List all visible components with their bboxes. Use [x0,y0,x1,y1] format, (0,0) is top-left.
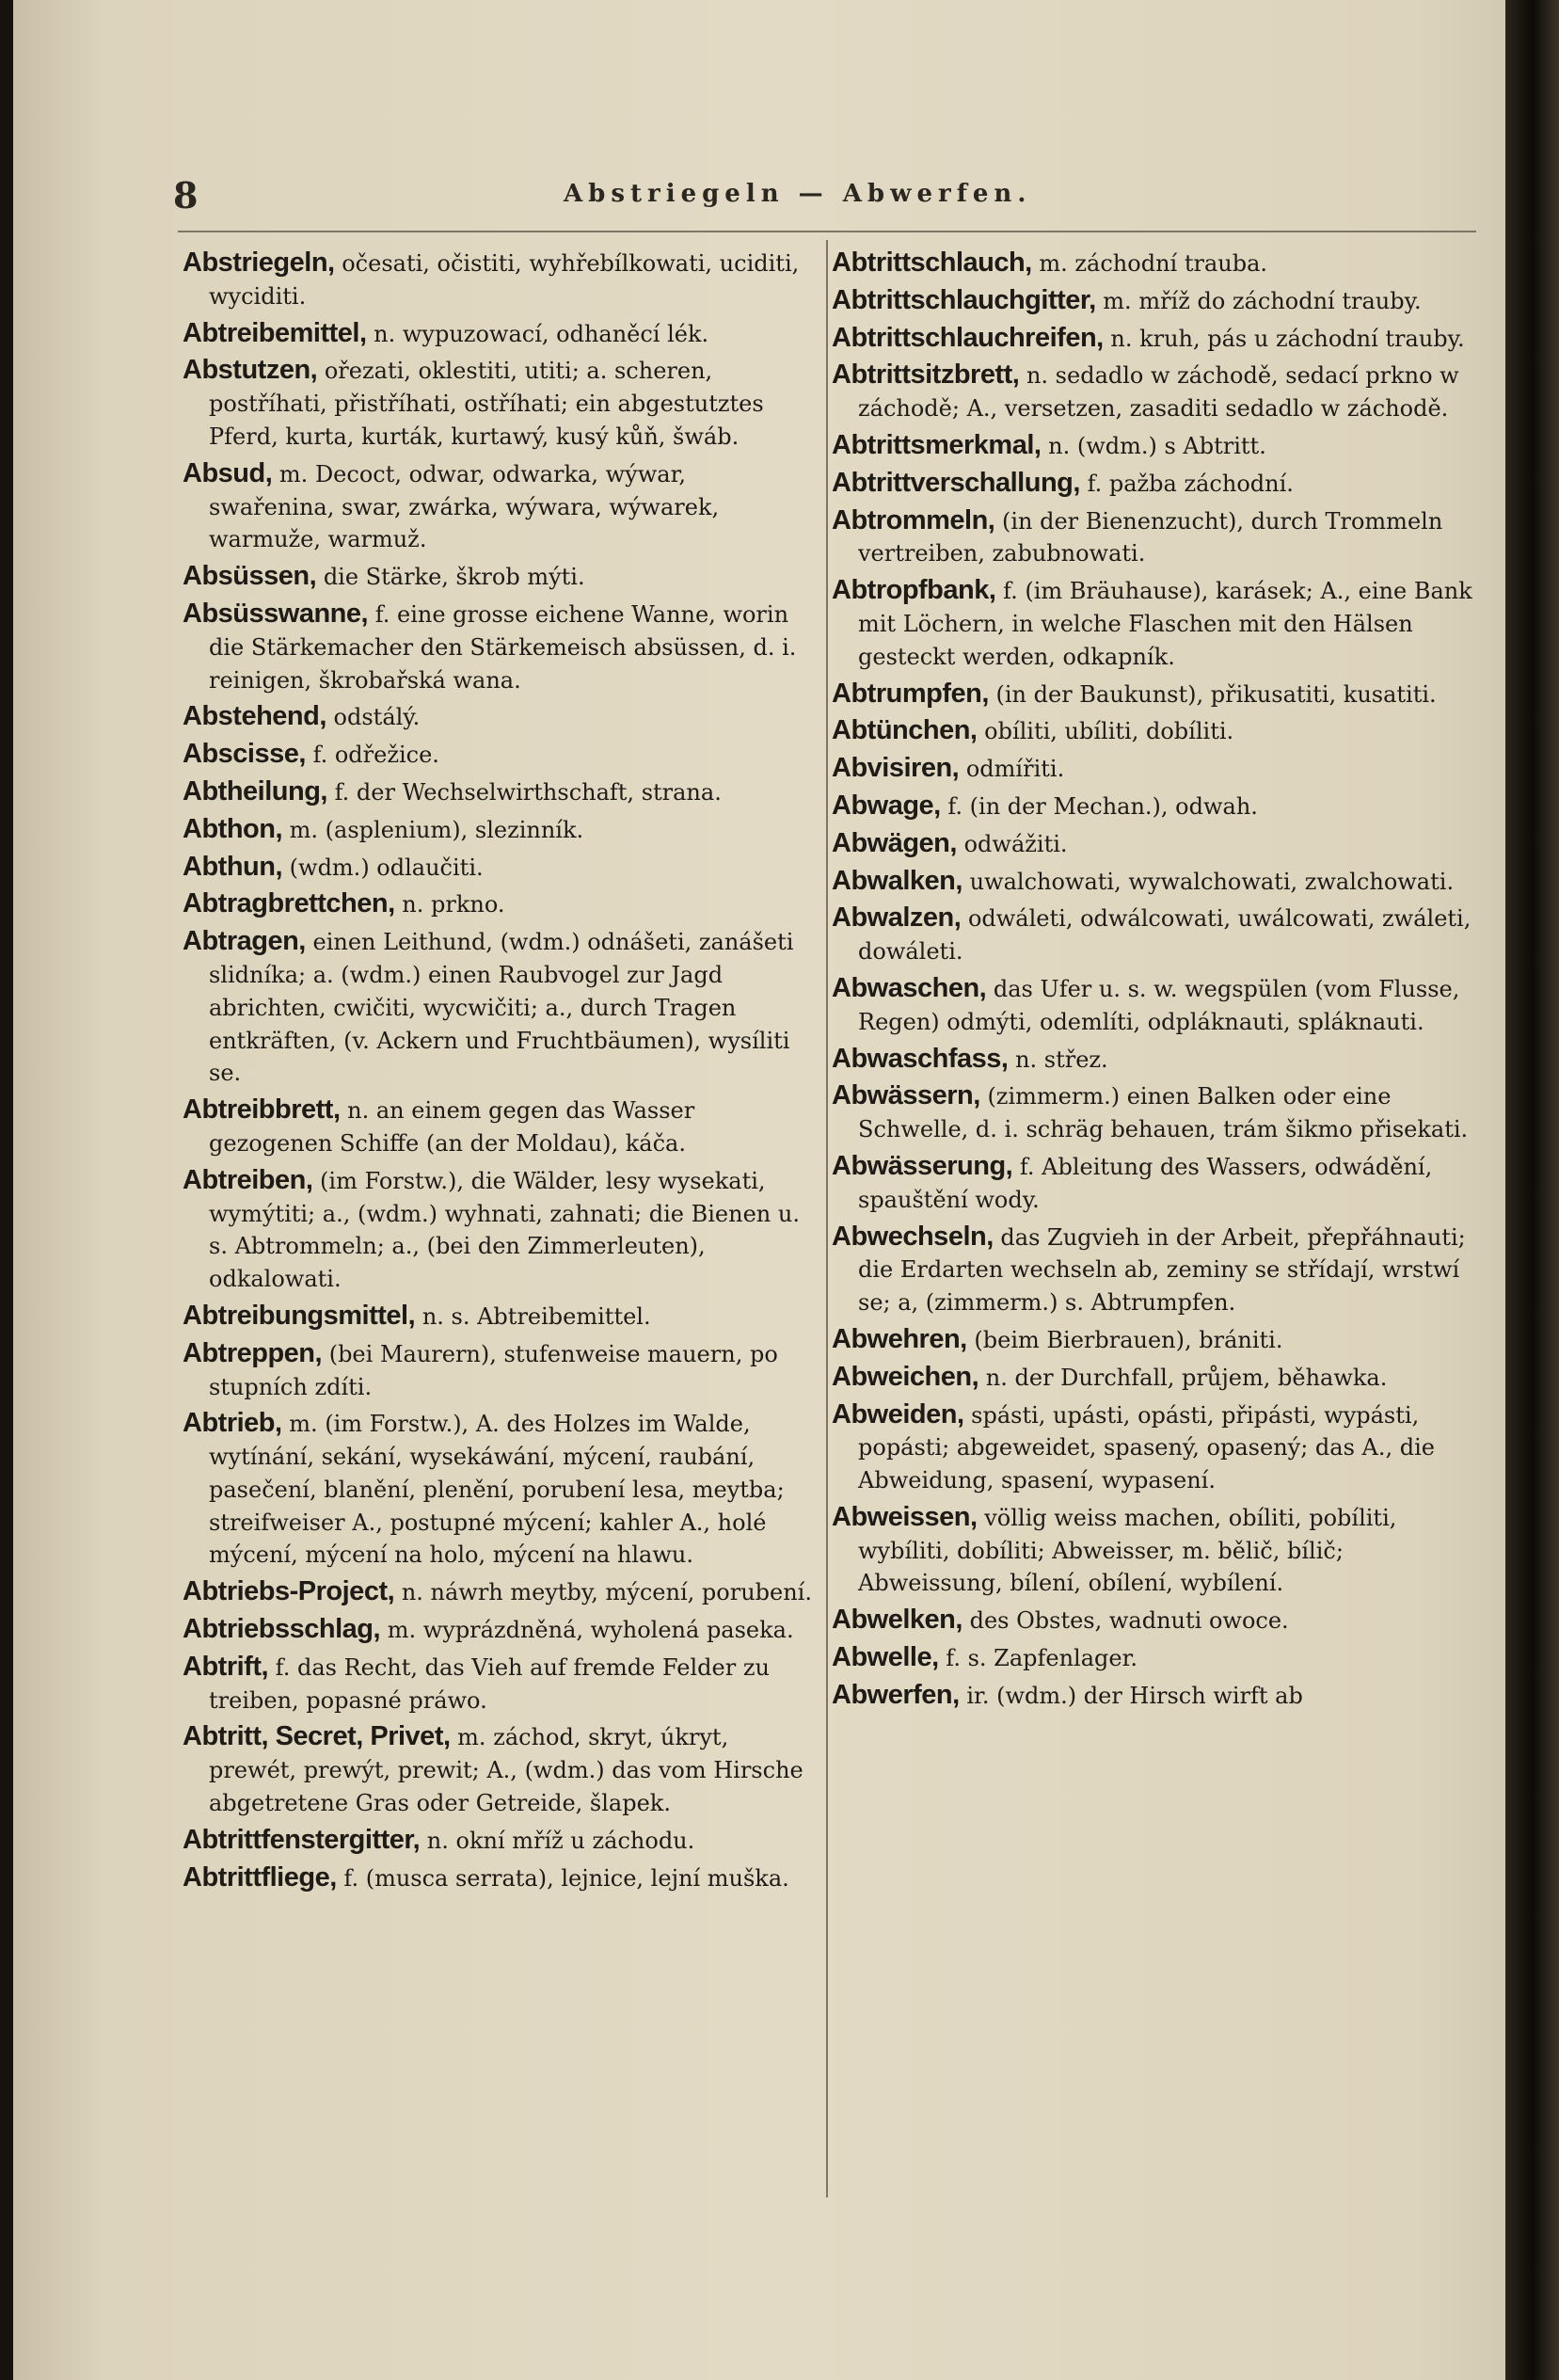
dictionary-entry [183,317,815,351]
definition: uwalchowati, wywalchowati, zwalchowati. [969,868,1455,895]
dictionary-entry [832,247,1481,280]
dictionary-entry [832,284,1481,318]
definition: (im Forstw.), die Wälder, lesy wysekati, wymýtiti; a., (wdm.) wyhnati, zahnati; die Bienen u. s. Abtrommeln; a., (bei den Zimmerleuten), odkalowati. [209,1167,800,1293]
column-divider [826,240,828,2197]
headword: Abwehren, [832,1323,967,1354]
definition: f. Ableitung des Wassers, odwádění, spauštění wody. [858,1153,1433,1213]
definition: des Obstes, wadnuti owoce. [969,1607,1289,1635]
dictionary-entry [832,574,1481,673]
definition: die Stärke, škrob mýti. [323,564,585,591]
headword: Abtheilung, [183,775,327,807]
dictionary-entry [183,1575,815,1609]
dictionary-entry [832,359,1481,425]
headword: Abwaschen, [832,972,987,1003]
headword: Abwage, [832,790,941,821]
headword: Abtrittschlauchgitter, [832,284,1096,315]
definition: f. s. Zapfenlager. [946,1645,1138,1672]
definition: m. wyprázdněná, wyholená paseka. [387,1617,794,1644]
dictionary-entry [183,887,815,921]
definition: n. der Durchfall, průjem, běhawka. [985,1364,1388,1391]
headword: Absüssen, [183,561,317,592]
dictionary-entry [183,1651,815,1717]
dictionary-entry [183,598,815,696]
dictionary-entry [183,1613,815,1647]
definition: f. (in der Mechan.), odwah. [947,792,1258,820]
headword: Abtrittfenstergitter, [183,1824,421,1855]
page-number: 8 [173,174,199,216]
headword: Abtrittschlauch, [832,248,1032,278]
definition: odwáleti, odwálcowati, uwálcowati, zwáleti, dowáleti. [858,905,1472,966]
dictionary-entry [832,678,1481,711]
headword: Abtrommeln, [832,504,995,535]
headword: Abtrittverschallung, [832,467,1080,498]
headword: Abtriebsschlag, [183,1614,381,1645]
headword: Abweissen, [832,1501,978,1532]
dictionary-entry [183,560,815,594]
headword: Abvisiren, [832,753,960,784]
dictionary-entry [832,322,1481,356]
definition: obíliti, ubíliti, dobíliti. [984,718,1234,745]
definition: f. odřežice. [312,742,439,769]
headword: Abthun, [183,851,283,882]
definition: m. záchod, skryt, úkryt, prewét, prewýt, prewit; A., (wdm.) das vom Hirsche abgetretene Gras oder Getreide, šlapek. [209,1724,803,1817]
book-page [13,0,1535,2380]
dictionary-entry [832,1604,1481,1637]
definition: m. (im Forstw.), A. des Holzes im Walde, wytínání, sekání, wysekáwání, mýcení, raubání, pasečení, blanění, plenění, porubení lesa, meytba; streifweiser A., postupné mýcení; kahler A., holé mýcení, mýcení na holo, mýcení na hlawu. [209,1411,785,1569]
definition: odstálý. [333,704,421,731]
dictionary-entry [832,902,1481,968]
definition: ir. (wdm.) der Hirsch wirft ab [966,1682,1303,1709]
dictionary-entry [183,813,815,847]
headword: Abtreiben, [183,1164,313,1195]
definition: spásti, upásti, opásti, připásti, wypásti, popásti; abgeweidet, spasený, opasený; das A., die Abweidung, spasení, wypasení. [858,1401,1436,1494]
definition: odmířiti. [965,756,1065,783]
definition: f. das Recht, das Vieh auf fremde Felder zu treiben, popasné práwo. [209,1653,770,1714]
headword: Abwässern, [832,1080,980,1111]
dictionary-entry [832,972,1481,1039]
definition: f. (musca serrata), lejnice, lejní muška. [343,1864,789,1892]
definition: m. mříž do záchodní trauby. [1103,287,1422,314]
dictionary-entry [832,1150,1481,1217]
definition: f. eine grosse eichene Wanne, worin die Stärkemacher den Stärkemeisch absüssen, d. i. reinigen, škrobařská wana. [209,600,797,694]
left-column [183,247,815,1898]
headword: Abtrittfliege, [183,1861,337,1893]
headword: Abtreibungsmittel, [183,1300,416,1331]
dictionary-entry [832,1323,1481,1357]
headword: Abwaschfass, [832,1043,1009,1074]
headword: Abstutzen, [183,355,318,386]
headword: Abwelken, [832,1605,962,1636]
headword: Absüsswanne, [183,598,369,629]
definition: n. wypuzowací, odhaněcí lék. [374,320,709,347]
dictionary-entry [832,1679,1481,1713]
dictionary-entry [832,827,1481,861]
definition: m. Decoct, odwar, odwarka, wýwar, swařenina, swar, zwárka, wýwara, wýwarek, warmuže, warmuž. [209,460,720,553]
page-header [13,174,1535,216]
header-rule [178,231,1476,232]
dictionary-entry [832,714,1481,748]
dictionary-entry [832,504,1481,571]
dictionary-entry [183,1337,815,1404]
dictionary-entry [183,925,815,1090]
headword: Abwelle, [832,1642,939,1673]
headword: Abtünchen, [832,715,978,746]
definition: (in der Baukunst), přikusatiti, kusatiti. [995,680,1437,708]
definition: f. (im Bräuhause), karásek; A., eine Bank mit Löchern, in welche Flaschen mit den Hälsen gesteckt werden, odkapník. [858,578,1472,670]
definition: m. záchodní trauba. [1039,250,1268,277]
headword: Abstehend, [183,701,326,732]
headword: Abtropfbank, [832,575,996,606]
definition: (bei Maurern), stufenweise mauern, po stupních zdíti. [209,1340,778,1400]
headword: Abwägen, [832,827,957,858]
definition: očesati, očistiti, wyhřebílkowati, uciditi, wyciditi. [209,250,800,310]
headword: Abtrieb, [183,1408,282,1439]
definition: völlig weiss machen, obíliti, pobíliti, wybíliti, dobíliti; Abweisser, m. bělič, bílič; Abweissung, bílení, obílení, wybílení. [858,1504,1397,1597]
definition: ořezati, oklestiti, utiti; a. scheren, postříhati, přistříhati, ostříhati; ein abgestutztes Pferd, kurta, kurták, kurtawý, kusý kůň, šwáb. [209,358,764,450]
headword: Abweichen, [832,1361,979,1392]
headword: Abwalken, [832,865,962,896]
definition: f. pažba záchodní. [1087,470,1294,497]
dictionary-entry [183,738,815,772]
definition: n. s. Abtreibemittel. [422,1302,651,1330]
definition: (in der Bienenzucht), durch Trommeln vertreiben, zabubnowati. [858,507,1443,567]
headword: Abtrittsitzbrett, [832,359,1020,391]
dictionary-entry [832,1361,1481,1395]
definition: f. der Wechselwirthschaft, strana. [334,778,722,806]
definition: (wdm.) odlaučiti. [289,854,484,881]
definition: n. an einem gegen das Wasser gezogenen Schiffe (an der Moldau), káča. [209,1097,695,1157]
headword: Abtritt, Secret, Privet, [183,1721,451,1752]
definition: einen Leithund, (wdm.) odnášeti, zanášeti slidníka; a. (wdm.) einen Raubvogel zur Jagd abrichten, cwičiti, wycwičiti; a., durch Tragen entkräften, (v. Ackern und Fruchtbäumen), wysíliti se. [209,929,794,1087]
headword: Abwechseln, [832,1221,994,1252]
dictionary-entry [183,851,815,885]
dictionary-entry [183,457,815,556]
dictionary-entry [832,467,1481,501]
dictionary-entry [183,1164,815,1296]
definition: (zimmerm.) einen Balken oder eine Schwelle, d. i. schräg behauen, trám šikmo přisekati. [858,1083,1469,1143]
dictionary-entry [183,775,815,809]
dictionary-entry [183,1094,815,1160]
definition: n. okní mříž u záchodu. [426,1827,695,1854]
headword: Abwalzen, [832,902,962,934]
definition: n. střez. [1015,1046,1108,1073]
dictionary-entry [832,1641,1481,1675]
definition: das Zugvieh in der Arbeit, přepřáhnauti; die Erdarten wechseln ab, zeminy se střídají, wrstwí se; a, (zimmerm.) s. Abtrumpfen. [858,1223,1466,1317]
running-head: Abstriegeln — Abwerfen. [564,180,1032,208]
headword: Absud, [183,457,273,488]
dictionary-entry [183,354,815,453]
definition: n. prkno. [402,891,505,918]
definition: n. kruh, pás u záchodní trauby. [1110,325,1465,352]
headword: Abtrift, [183,1651,269,1682]
headword: Abtragbrettchen, [183,888,395,919]
dictionary-entry [832,752,1481,786]
headword: Abwerfen, [832,1679,960,1710]
headword: Abstriegeln, [183,248,335,278]
definition: das Ufer u. s. w. wegspülen (vom Flusse, Regen) odmýti, odemlíti, odpláknauti, spláknauti. [858,975,1460,1035]
definition: n. (wdm.) s Abtritt. [1048,432,1266,459]
headword: Abscisse, [183,739,306,770]
definition: odwážiti. [963,830,1068,857]
dictionary-entry [183,1720,815,1819]
dictionary-entry [183,1407,815,1572]
book-spine [1505,0,1559,2380]
headword: Abtrumpfen, [832,678,989,709]
dictionary-entry [183,247,815,313]
headword: Abtreibemittel, [183,317,367,348]
headword: Abtrittschlauchreifen, [832,322,1104,353]
dictionary-entry [832,1043,1481,1077]
dictionary-entry [832,1221,1481,1319]
headword: Abtrittsmerkmal, [832,429,1042,460]
definition: n. sedadlo w záchodě, sedací prkno w záchodě; A., versetzen, zasaditi sedadlo w záchodě. [858,362,1459,423]
headword: Abtragen, [183,926,306,957]
definition: m. (asplenium), slezinník. [289,816,584,843]
dictionary-entry [183,1824,815,1858]
dictionary-entry [832,865,1481,899]
headword: Abthon, [183,813,283,844]
dictionary-entry [832,1398,1481,1497]
dictionary-entry [832,790,1481,823]
headword: Abtriebs-Project, [183,1576,395,1607]
dictionary-entry [183,1300,815,1334]
dictionary-entry [183,700,815,734]
dictionary-entry [832,1079,1481,1146]
dictionary-entry [832,429,1481,463]
headword: Abwässerung, [832,1150,1013,1181]
dictionary-entry [183,1861,815,1895]
definition: (beim Bierbrauen), brániti. [974,1326,1283,1353]
right-column [832,247,1481,1717]
definition: n. náwrh meytby, mýcení, porubení. [401,1579,812,1606]
headword: Abweiden, [832,1398,964,1430]
headword: Abtreppen, [183,1337,323,1368]
dictionary-entry [832,1501,1481,1600]
headword: Abtreibbrett, [183,1094,341,1126]
